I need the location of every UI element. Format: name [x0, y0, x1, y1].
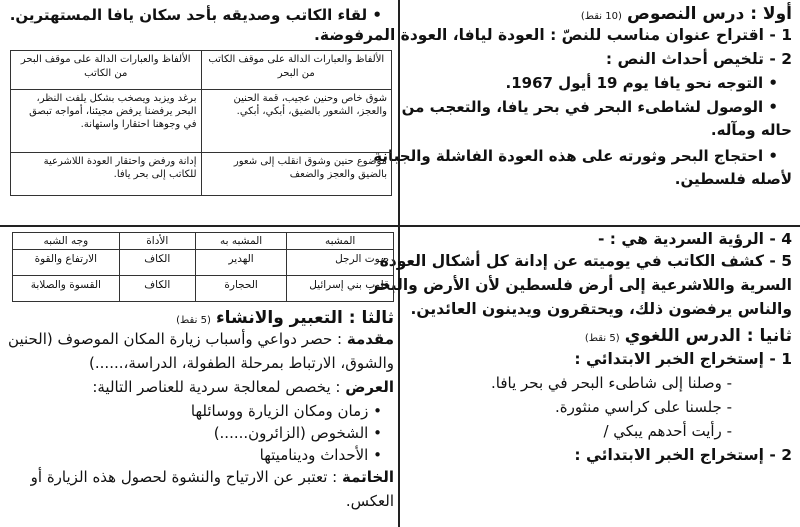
simile-table — [12, 232, 394, 302]
summary-item-2: • الوصول لشاطىء البحر في بحر يافا، والتعجب من — [401, 98, 778, 116]
section-heading — [404, 326, 792, 350]
table-cell: الهدير — [195, 250, 286, 276]
question-5: 5 - كشف الكاتب في يوميته عن إدانة كل أشكال العودة — [379, 252, 792, 270]
question-5-line-3: والناس يرفضون ذلك، ويحتقرون ويدينون العائدين. — [410, 300, 792, 318]
bullet-icon: • — [768, 147, 778, 165]
table-cell: الكاف — [119, 250, 195, 276]
list-item: • زمان ومكان الزيارة ووسائلها — [190, 402, 382, 420]
summary-item-1: • التوجه نحو يافا يوم 19 أيول 1967. — [505, 74, 778, 92]
table-cell: صوت الرجل — [287, 250, 394, 276]
attitude-table — [10, 50, 392, 196]
conclusion-line-2: العكس. — [345, 492, 394, 510]
heading-text: ثالثا : التعبير والانشاء — [215, 308, 394, 328]
bullet-icon: • — [373, 402, 382, 420]
question-5-line-2: السرية واللاشرعية إلى أرض فلسطين لأن الأرض والبحر — [369, 276, 792, 294]
horizontal-divider — [0, 225, 800, 227]
table-header-row — [11, 51, 392, 90]
summary-item-3: • احتجاج البحر وثورته على هذه العودة الفاشلة والجبانة — [373, 147, 778, 165]
section-heading — [12, 308, 394, 330]
table-cell: الارتفاع والقوة — [13, 250, 120, 276]
table-header-cell: وجه الشبه — [13, 233, 120, 250]
list-item: • الشخوص (الزائرون......) — [213, 424, 382, 442]
example-2: - جلسنا على كراسي منثورة. — [555, 398, 732, 416]
grammar-question-1: 1 - إستخراج الخبر الابتدائي : — [574, 350, 792, 368]
heading-points: (5 نقط) — [584, 333, 620, 344]
intro-line: مقدمة : حصر دواعي وأسباب زيارة المكان الموصوف (الحنين — [8, 330, 394, 348]
section-top-left — [10, 6, 392, 196]
bullet-icon: • — [768, 74, 778, 92]
summary-item-2-cont: حاله ومآله. — [710, 121, 792, 139]
table-cell: الكاف — [119, 276, 195, 302]
bullet-icon: • — [373, 446, 382, 464]
table-cell: قلوب بني إسرائيل — [287, 276, 394, 302]
intro-line-2: والشوق، الارتباط بمرحلة الطفولة، الدراسة،......) — [89, 354, 394, 372]
section-texts — [313, 4, 792, 192]
bullet-icon: • — [373, 424, 382, 442]
table-cell: إدانة ورفض واحتقار العودة اللاشرعية للكاتب إلى بحر يافا. — [11, 153, 202, 196]
table-header-cell: الألفاظ والعبارات الدالة على موقف البحر من الكاتب — [11, 51, 202, 90]
heading-text: أولا : درس النصوص — [626, 4, 792, 24]
section-bottom-left — [8, 232, 394, 514]
table-cell: الحجارة — [195, 276, 286, 302]
table-row — [11, 153, 392, 196]
list-item: • الأحداث وديناميتها — [259, 446, 382, 464]
table-cell: القسوة والصلابة — [13, 276, 120, 302]
table-header-cell: المشبه به — [195, 233, 286, 250]
summary-item-3-cont: لأصله فلسطين. — [674, 170, 792, 188]
table-header-cell: المشبه — [287, 233, 394, 250]
section-heading — [404, 4, 792, 26]
table-cell: برغد ويزبد ويصخب بشكل يلفت النظر، البحر يرفضنا يرفض مجيئنا، أمواجه تبصق في وجوهنا احتقارا واستهانة. — [11, 90, 202, 153]
heading-text: ثانيا : الدرس اللغوي — [624, 326, 792, 346]
meeting-item: • لقاء الكاتب وصديقه بأحد سكان يافا المستهترين. — [9, 6, 382, 24]
conclusion-line: الخاتمة : تعتبر عن الارتياح والنشوة لحصول هذه الزيارة أو — [30, 468, 394, 486]
heading-points: (10 نقط) — [580, 11, 622, 22]
table-header-cell: الأداة — [119, 233, 195, 250]
intro-label: مقدمة — [346, 330, 394, 348]
table-cell: موضوع حنين وشوق انقلب إلى شعور بالضيق والعجز والضعف — [201, 153, 392, 196]
bullet-icon: • — [768, 98, 778, 116]
question-4: 4 - الرؤية السردية هي : - — [597, 230, 792, 248]
body-line: العرض : يخصص لمعالجة سردية للعناصر التالية: — [92, 378, 394, 396]
grammar-question-2: 2 - إستخراج الخبر الابتدائي : — [574, 446, 792, 464]
bullet-icon: • — [372, 6, 382, 24]
table-header-cell: الألفاظ والعبارات الدالة على موقف الكاتب من البحر — [201, 51, 392, 90]
table-row — [11, 90, 392, 153]
conclusion-label: الخاتمة — [341, 468, 394, 486]
heading-points: (5 نقط) — [176, 315, 211, 326]
question-2: 2 - تلخيص أحداث النص : — [605, 50, 792, 68]
question-1: 1 - اقتراح عنوان مناسب للنصّ : العودة ليافا، العودة المرفوضة. — [313, 26, 792, 44]
table-row — [13, 276, 394, 302]
example-1: - وصلنا إلى شاطىء البحر في بحر يافا. — [491, 374, 732, 392]
table-cell: شوق خاص وحنين عجيب، قمة الحنين والعجز، الشعور بالضيق، أبكي، أبكي. — [201, 90, 392, 153]
table-header-row — [13, 233, 394, 250]
body-label: العرض — [345, 378, 394, 396]
example-3: - رأيت أحدهم يبكي / — [603, 422, 732, 440]
table-row — [13, 250, 394, 276]
